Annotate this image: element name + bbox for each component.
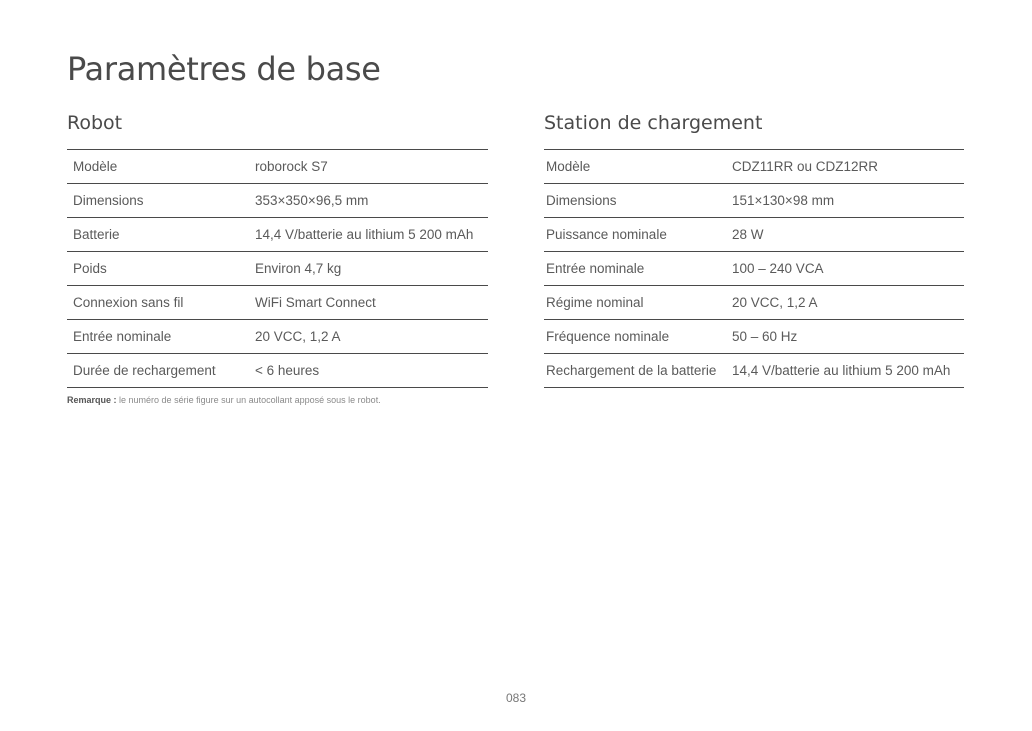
spec-label: Durée de rechargement — [67, 354, 255, 388]
spec-label: Fréquence nominale — [544, 320, 732, 354]
station-section-title: Station de chargement — [544, 112, 763, 134]
spec-value: 151×130×98 mm — [732, 184, 964, 218]
table-row — [544, 184, 964, 218]
spec-label: Rechargement de la batterie — [544, 354, 732, 388]
note-label: Remarque : — [67, 395, 117, 405]
table-row — [67, 184, 488, 218]
spec-label: Dimensions — [544, 184, 732, 218]
spec-value: 353×350×96,5 mm — [255, 184, 488, 218]
spec-label: Modèle — [544, 150, 732, 184]
spec-value: 20 VCC, 1,2 A — [255, 320, 488, 354]
spec-value: 14,4 V/batterie au lithium 5 200 mAh — [732, 354, 964, 388]
table-row — [67, 354, 488, 388]
spec-label: Batterie — [67, 218, 255, 252]
table-row — [67, 320, 488, 354]
robot-section-title: Robot — [67, 112, 123, 134]
spec-value: 20 VCC, 1,2 A — [732, 286, 964, 320]
spec-value: < 6 heures — [255, 354, 488, 388]
table-row — [544, 252, 964, 286]
note-text: le numéro de série figure sur un autocollant apposé sous le robot. — [119, 395, 381, 405]
table-row — [544, 354, 964, 388]
spec-value: CDZ11RR ou CDZ12RR — [732, 150, 964, 184]
spec-value: 100 – 240 VCA — [732, 252, 964, 286]
spec-label: Dimensions — [67, 184, 255, 218]
spec-label: Connexion sans fil — [67, 286, 255, 320]
spec-label: Entrée nominale — [544, 252, 732, 286]
table-row — [544, 218, 964, 252]
spec-value: 28 W — [732, 218, 964, 252]
robot-section — [67, 110, 488, 388]
robot-specs-table — [67, 149, 488, 388]
spec-label: Régime nominal — [544, 286, 732, 320]
table-row — [544, 286, 964, 320]
table-row — [67, 218, 488, 252]
spec-label: Modèle — [67, 150, 255, 184]
station-section — [544, 110, 964, 388]
table-row — [67, 286, 488, 320]
spec-label: Entrée nominale — [67, 320, 255, 354]
spec-value: WiFi Smart Connect — [255, 286, 488, 320]
spec-value: 14,4 V/batterie au lithium 5 200 mAh — [255, 218, 488, 252]
spec-label: Puissance nominale — [544, 218, 732, 252]
page-number: 083 — [505, 691, 527, 705]
spec-label: Poids — [67, 252, 255, 286]
serial-number-note — [67, 395, 381, 405]
station-specs-table — [544, 149, 964, 388]
table-row — [544, 320, 964, 354]
page-title: Paramètres de base — [67, 50, 381, 88]
spec-value: roborock S7 — [255, 150, 488, 184]
table-row — [67, 252, 488, 286]
spec-value: 50 – 60 Hz — [732, 320, 964, 354]
table-row — [544, 150, 964, 184]
table-row — [67, 150, 488, 184]
spec-value: Environ 4,7 kg — [255, 252, 488, 286]
